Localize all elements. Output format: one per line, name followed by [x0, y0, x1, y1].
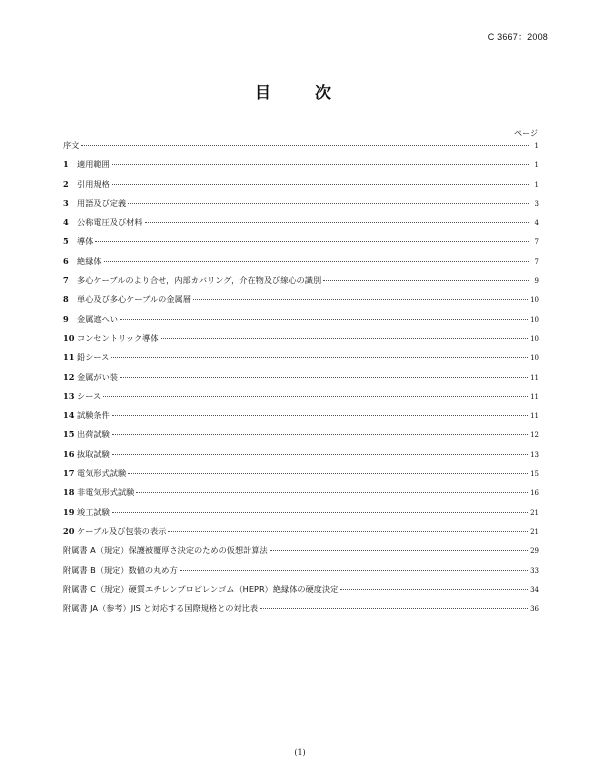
toc-entry[interactable]: [63, 468, 539, 487]
leader-dots: [104, 261, 529, 262]
toc-entry[interactable]: [63, 526, 539, 545]
leader-dots: [161, 338, 529, 339]
toc-entry-label: 非電気形式試験: [77, 487, 135, 498]
toc-entry-label: 適用範囲: [77, 159, 110, 170]
leader-dots: [323, 280, 529, 281]
toc-entry-page: 1: [534, 142, 539, 150]
toc-entry-page: 4: [534, 219, 539, 228]
toc-entry-label: 附属書 C（規定）硬質エチレンプロピレンゴム（HEPR）絶縁体の硬度決定: [63, 583, 339, 594]
leader-dots: [128, 203, 529, 204]
toc-entry-number: 1: [63, 159, 69, 170]
toc-entry-label: 抜取試験: [77, 448, 110, 459]
page-number-footer: (1): [294, 748, 306, 757]
toc-annex-entry[interactable]: [63, 545, 539, 564]
toc-entry-number: 12: [63, 371, 75, 382]
document-code: C 3667：2008: [487, 32, 548, 42]
leader-dots: [120, 319, 528, 320]
toc-annex-entry[interactable]: [63, 565, 539, 584]
leader-dots: [136, 492, 528, 493]
leader-dots: [112, 164, 529, 165]
toc-entry-page: 10: [530, 315, 539, 324]
leader-dots: [112, 512, 528, 513]
toc-entry-page: 36: [530, 605, 539, 614]
leader-dots: [81, 145, 529, 146]
toc-entry-page: 11: [530, 412, 539, 421]
toc-entry-page: 11: [530, 392, 539, 401]
toc-entry-number: 8: [63, 294, 69, 305]
toc-entry-label: 絶縁体: [77, 255, 102, 266]
toc-annex-entry[interactable]: [63, 584, 539, 603]
toc-entry-label: 多心ケーブルのより合せ，内部カバリング，介在物及び線心の識別: [77, 275, 322, 286]
toc-entry-number: 20: [63, 525, 75, 536]
toc-entry-number: 10: [63, 332, 75, 343]
leader-dots: [103, 396, 528, 397]
toc-entry-number: 4: [63, 217, 69, 228]
toc-entry-number: 17: [63, 468, 75, 479]
leader-dots: [340, 589, 528, 590]
leader-dots: [145, 222, 529, 223]
toc-entry[interactable]: [63, 256, 539, 275]
toc-entry-page: 7: [534, 257, 539, 266]
toc-entry-label: 引用規格: [77, 178, 110, 189]
toc-entry[interactable]: [63, 236, 539, 255]
leader-dots: [128, 473, 528, 474]
toc-entry-label: 電気形式試験: [77, 468, 127, 479]
toc-entry-label: 金属がい装: [77, 371, 118, 382]
toc-entry-page: 11: [530, 373, 539, 382]
toc-entry-label: 単心及び多心ケーブルの金属層: [77, 294, 191, 305]
toc-entry-label: 用語及び定義: [77, 197, 127, 208]
toc-entry-page: 10: [530, 354, 539, 363]
leader-dots: [180, 570, 528, 571]
toc-entry-label: 公称電圧及び材料: [77, 217, 143, 228]
toc-entry[interactable]: [63, 410, 539, 429]
toc-entry-label: 附属書 B（規定）数値の丸め方: [63, 564, 178, 575]
toc-entry-number: 18: [63, 487, 75, 498]
toc-entry-page: 9: [534, 277, 539, 286]
leader-dots: [112, 454, 528, 455]
leader-dots: [112, 184, 529, 185]
leader-dots: [168, 531, 528, 532]
toc-entry-page: 3: [534, 199, 539, 208]
leader-dots: [111, 357, 528, 358]
toc-entry[interactable]: [63, 314, 539, 333]
toc-entry[interactable]: [63, 487, 539, 506]
toc-entry-page: 12: [530, 431, 539, 440]
toc-entry-label: 竣工試験: [77, 506, 110, 517]
toc-entry-label: 導体: [77, 236, 94, 247]
toc-entry[interactable]: [63, 140, 539, 159]
toc-entry-number: 6: [63, 255, 69, 266]
toc-entry[interactable]: [63, 391, 539, 410]
toc-entry-page: 16: [530, 489, 539, 498]
toc-entry-label: シース: [77, 390, 102, 401]
toc-entry-page: 7: [534, 238, 539, 247]
leader-dots: [120, 377, 528, 378]
toc-entry-number: 9: [63, 313, 69, 324]
leader-dots: [193, 299, 528, 300]
toc-entry-number: 13: [63, 390, 75, 401]
toc-entry[interactable]: [63, 507, 539, 526]
toc-entry-number: 3: [63, 197, 69, 208]
toc-entry-page: 21: [530, 508, 539, 517]
toc-entry-label: コンセントリック導体: [77, 332, 159, 343]
toc-entry-page: 29: [530, 547, 539, 556]
toc-entry-label: 附属書 JA（参考）JIS と対応する国際規格との対比表: [63, 603, 259, 614]
toc-entry[interactable]: [63, 294, 539, 313]
toc-entry[interactable]: [63, 198, 539, 217]
toc-entry-page: 1: [534, 161, 539, 170]
toc-entry-number: 11: [63, 352, 75, 363]
toc-entry-label: 金属遮へい: [77, 313, 118, 324]
toc-entry-page: 34: [530, 585, 539, 594]
leader-dots: [112, 434, 528, 435]
toc-entry-label: 序文: [63, 140, 80, 150]
toc-entry[interactable]: [63, 449, 539, 468]
toc-entry-number: 5: [63, 236, 69, 247]
toc-entry-page: 33: [530, 566, 539, 575]
toc-entry-number: 19: [63, 506, 75, 517]
toc-entry[interactable]: [63, 372, 539, 391]
toc-entry-label: 出荷試験: [77, 429, 110, 440]
toc-entry-number: 14: [63, 410, 75, 421]
toc-annex-entry[interactable]: [63, 603, 539, 622]
toc-entry-page: 10: [530, 296, 539, 305]
toc-entry[interactable]: [63, 217, 539, 236]
leader-dots: [270, 550, 528, 551]
leader-dots: [112, 415, 528, 416]
toc-entry-number: 7: [63, 275, 69, 286]
toc-entry[interactable]: [63, 352, 539, 371]
toc-entry[interactable]: [63, 159, 539, 178]
leader-dots: [95, 241, 529, 242]
toc-entry-page: 10: [530, 334, 539, 343]
toc-entry[interactable]: [63, 333, 539, 352]
toc-entry-page: 15: [530, 470, 539, 479]
toc-entry-number: 2: [63, 178, 69, 189]
toc-entry-page: 21: [530, 527, 539, 536]
toc-entry[interactable]: [63, 275, 539, 294]
page-title: 目 次: [254, 83, 345, 102]
toc-entry-page: 13: [530, 450, 539, 459]
toc-entry-number: 16: [63, 448, 75, 459]
toc-entry-label: 試験条件: [77, 410, 110, 421]
toc-entry-page: 1: [534, 180, 539, 189]
leader-dots: [260, 608, 528, 609]
toc-entry-label: 附属書 A（規定）保護被覆厚さ決定のための仮想計算法: [63, 545, 268, 556]
toc-entry-number: 15: [63, 429, 75, 440]
toc-entry-label: ケーブル及び包装の表示: [77, 525, 167, 536]
page-column-label: ページ: [514, 129, 538, 138]
toc-entry[interactable]: [63, 429, 539, 448]
toc-entry-label: 鉛シース: [77, 352, 110, 363]
toc-entry[interactable]: [63, 179, 539, 198]
table-of-contents: [63, 140, 539, 622]
